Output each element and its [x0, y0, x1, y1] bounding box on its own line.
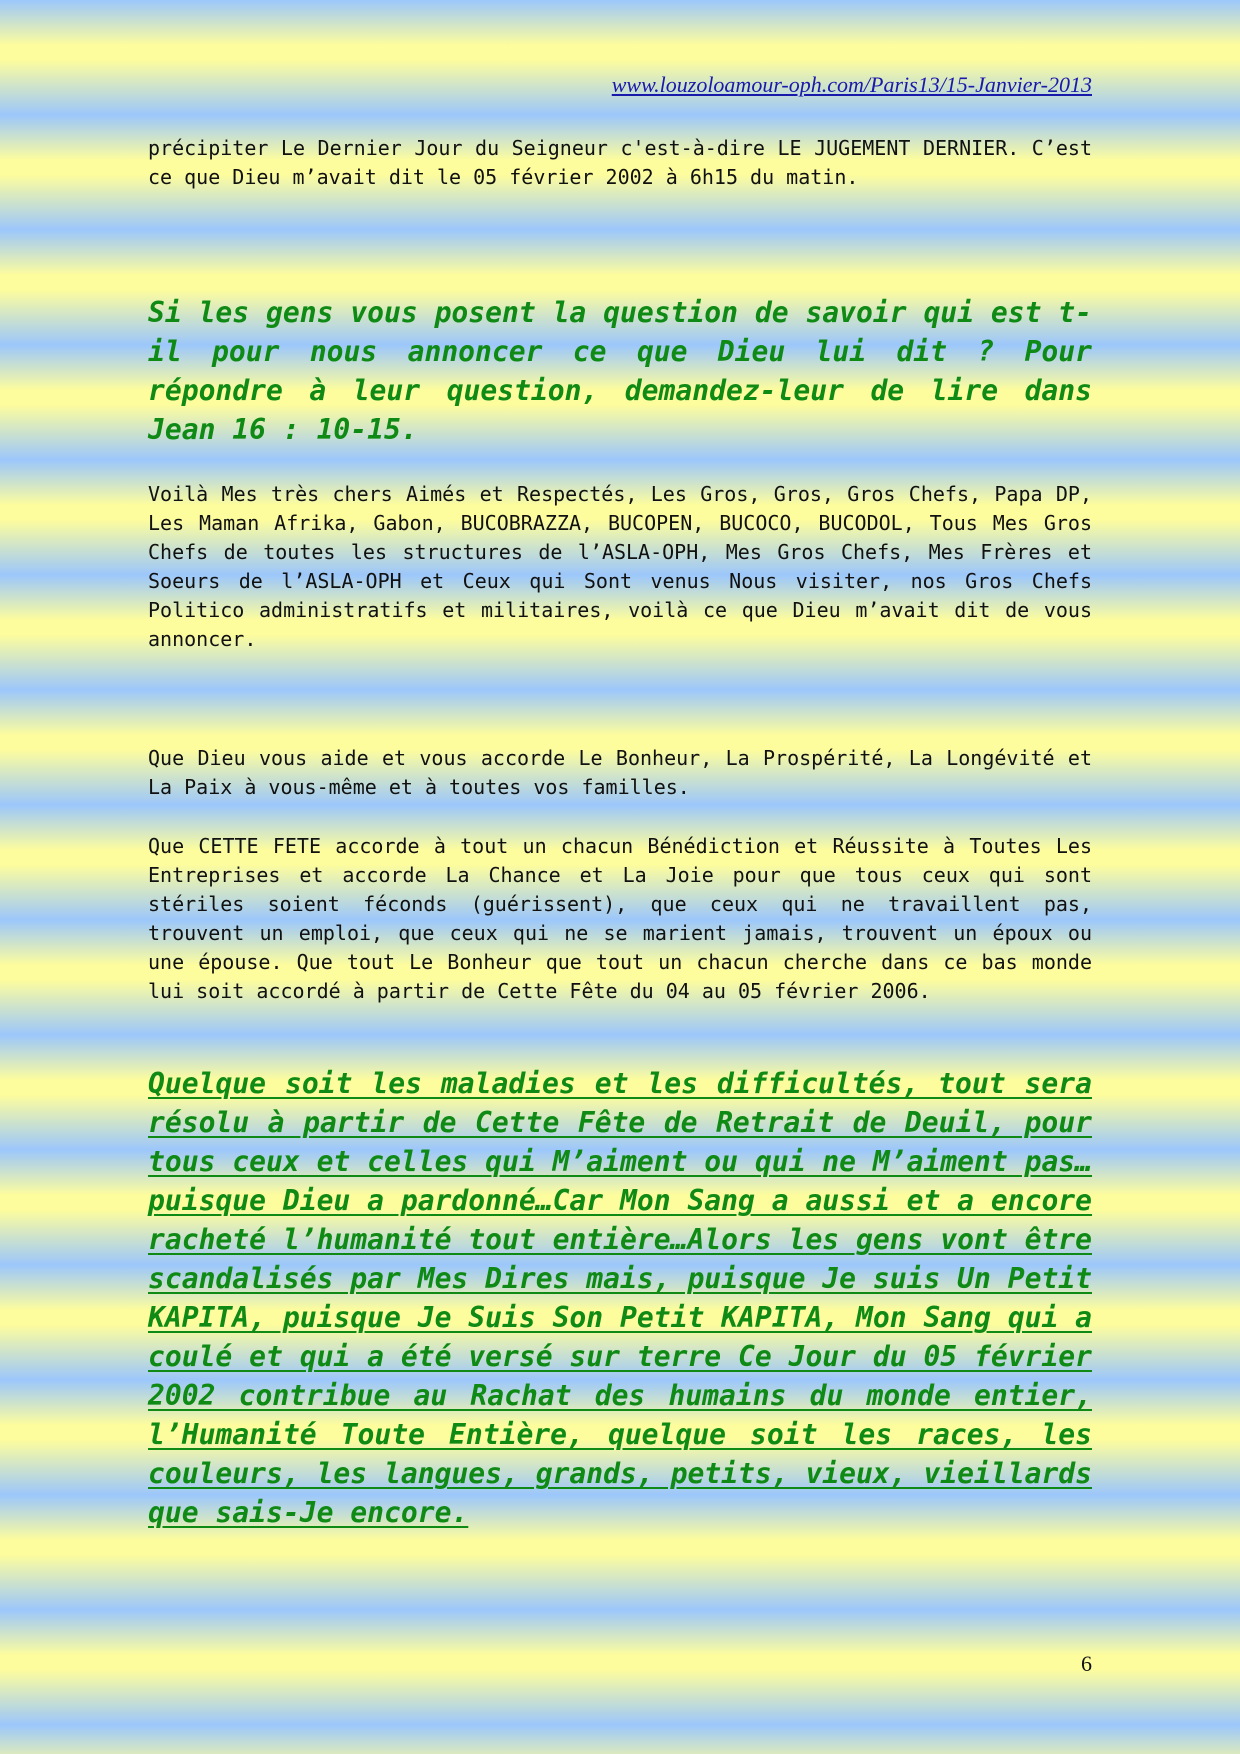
document-page	[148, 0, 1092, 1754]
paragraph-maladies-kapita: Quelque soit les maladies et les difficultés, tout sera résolu à partir de Cette Fête de Retrait de Deuil, pour tous ceux et celles qui M’aiment ou qui ne M’aiment pas…puisque Dieu a pardonné…Car Mon Sang a aussi et a encore racheté l’humanité tout entière…Alors les gens vont être scandalisés par Mes Dires mais, puisque Je suis Un Petit KAPITA, puisque Je Suis Son Petit KAPITA, Mon Sang qui a coulé et qui a été versé sur terre Ce Jour du 05 février 2002 contribue au Rachat des humains du monde entier, l’Humanité Toute Entière, quelque soit les races, les couleurs, les langues, grands, petits, vieux, vieillards que sais-Je encore.	[148, 1067, 1093, 1529]
paragraph-greetings: Voilà Mes très chers Aimés et Respectés, Les Gros, Gros, Gros Chefs, Papa DP, Les Maman Afrika, Gabon, BUCOBRAZZA, BUCOPEN, BUCOCO, BUCODOL, Tous Mes Gros Chefs de toutes les structures de l’ASLA-OPH, Mes Gros Chefs, Mes Frères et Soeurs de l’ASLA-OPH et Ceux qui Sont venus Nous visiter, nos Gros Chefs Politico administratifs et militaires, voilà ce que Dieu m’avait dit de vous annoncer.	[148, 482, 1092, 651]
paragraph-question-jean: Si les gens vous posent la question de savoir qui est t-il pour nous annoncer ce que Dieu lui dit ? Pour répondre à leur question, demandez-leur de lire dans Jean 16 : 10-15.	[148, 296, 1093, 446]
paragraph-fete: Que CETTE FETE accorde à tout un chacun Bénédiction et Réussite à Toutes Les Entreprises et accorde La Chance et La Joie pour que tous ceux qui sont stériles soient féconds (guérissent), que ceux qui ne travaillent pas, trouvent un emploi, que ceux qui ne se marient jamais, trouvent un époux ou une épouse. Que tout Le Bonheur que tout un chacun cherche dans ce bas monde lui soit accordé à partir de Cette Fête du 04 au 05 février 2006.	[148, 834, 1092, 1003]
page-number: 6	[1081, 1651, 1092, 1676]
paragraph-jugement-dernier: précipiter Le Dernier Jour du Seigneur c'est-à-dire LE JUGEMENT DERNIER. C’est ce que Dieu m’avait dit le 05 février 2002 à 6h15 du matin.	[148, 136, 1092, 189]
paragraph-blessing: Que Dieu vous aide et vous accorde Le Bonheur, La Prospérité, La Longévité et La Paix à vous-même et à toutes vos familles.	[148, 746, 1092, 799]
header-url-link[interactable]: www.louzoloamour-oph.com/Paris13/15-Janvier-2013	[611, 72, 1092, 97]
